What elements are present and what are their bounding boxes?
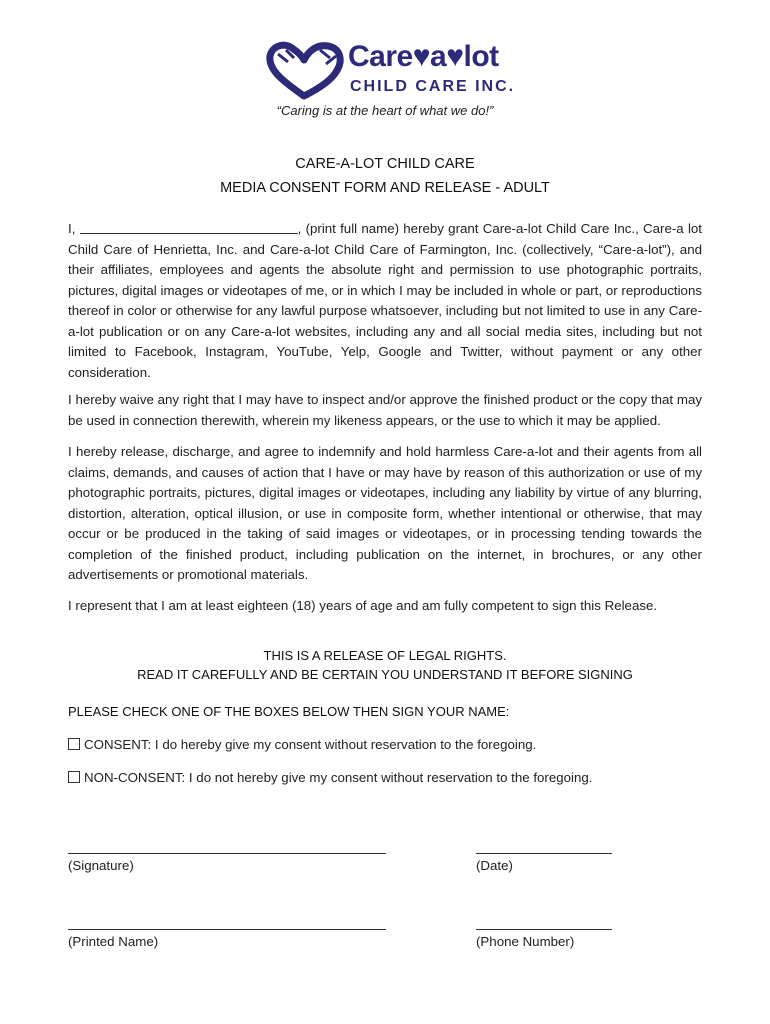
consent-checkbox[interactable]: [68, 738, 80, 750]
age-representation-paragraph: I represent that I am at least eighteen (18) years of age and am fully competent to sign this Release.: [68, 598, 658, 613]
printed-name-label: (Printed Name): [68, 934, 159, 949]
logo-brand-text: Care♥a♥lot: [348, 40, 499, 73]
date-line[interactable]: [476, 853, 612, 854]
form-title-line1: CARE-A-LOT CHILD CARE: [295, 156, 475, 172]
legal-notice-line1: THIS IS A RELEASE OF LEGAL RIGHTS.: [263, 648, 507, 663]
nonconsent-text: : I do not hereby give my consent without reservation to the foregoing.: [181, 770, 593, 785]
consent-text: : I do hereby give my consent without reservation to the foregoing.: [147, 737, 537, 752]
waiver-paragraph: I hereby waive any right that I may have to inspect and/or approve the finished product or the copy that may be used in connection therewith, wherein my likeness appears, or the use to which it may be applied.: [68, 392, 702, 428]
grant-paragraph: [68, 219, 702, 383]
date-label: (Date): [476, 858, 513, 873]
grant-prefix: I,: [68, 221, 76, 236]
form-title-line2: MEDIA CONSENT FORM AND RELEASE - ADULT: [220, 180, 550, 196]
tagline: “Caring is at the heart of what we do!”: [276, 103, 494, 118]
nonconsent-option: [68, 770, 592, 785]
signature-label: (Signature): [68, 858, 134, 873]
logo-subtitle: CHILD CARE INC.: [350, 78, 516, 95]
full-name-blank[interactable]: [80, 221, 298, 234]
legal-notice-line2: READ IT CAREFULLY AND BE CERTAIN YOU UNDERSTAND IT BEFORE SIGNING: [137, 667, 633, 682]
nonconsent-label: NON-CONSENT: [84, 770, 182, 785]
release-paragraph: I hereby release, discharge, and agree to indemnify and hold harmless Care-a-lot and their agents from all claims, demands, and causes of action that I have or may have by reason of this authorization or use of my photographic portraits, pictures, digital images or videotapes, including any liability by virtue of any blurring, distortion, alteration, optical illusion, or use in composite form, whether intentional or otherwise, that may occur or be produced in the taking of said images or videotapes, or in processing tending towards the completion of the finished product, including publication on the internet, in brochures, or any other advertisements or promotional materials.: [68, 444, 702, 582]
grant-text: , (print full name) hereby grant Care-a-lot Child Care Inc., Care-a lot Child Care of Henrietta, Inc. and Care-a-lot Child Care of Farmington, Inc. (collectively, “Care-a-lot”), and their affiliates, employees and agents the absolute right and permission to use photographic portraits, pictures, digital images or videotapes of me, or in which I may be included in whole or part, or reproductions thereof in color or otherwise for any lawful purpose whatsoever, including but not limited to use in any Care-a-lot publication or on any Care-a-lot websites, including any and all social media sites, including but not limited to Facebook, Instagram, YouTube, Yelp, Google and Twitter, without payment or any other consideration.: [68, 221, 702, 380]
consent-option: [68, 737, 536, 752]
company-logo: [264, 38, 516, 102]
signature-line[interactable]: [68, 853, 386, 854]
heart-icon: [264, 40, 348, 100]
check-instruction: PLEASE CHECK ONE OF THE BOXES BELOW THEN SIGN YOUR NAME:: [68, 704, 510, 719]
phone-number-label: (Phone Number): [476, 934, 575, 949]
printed-name-line[interactable]: [68, 929, 386, 930]
phone-number-line[interactable]: [476, 929, 612, 930]
nonconsent-checkbox[interactable]: [68, 771, 80, 783]
consent-label: CONSENT: [84, 737, 148, 752]
